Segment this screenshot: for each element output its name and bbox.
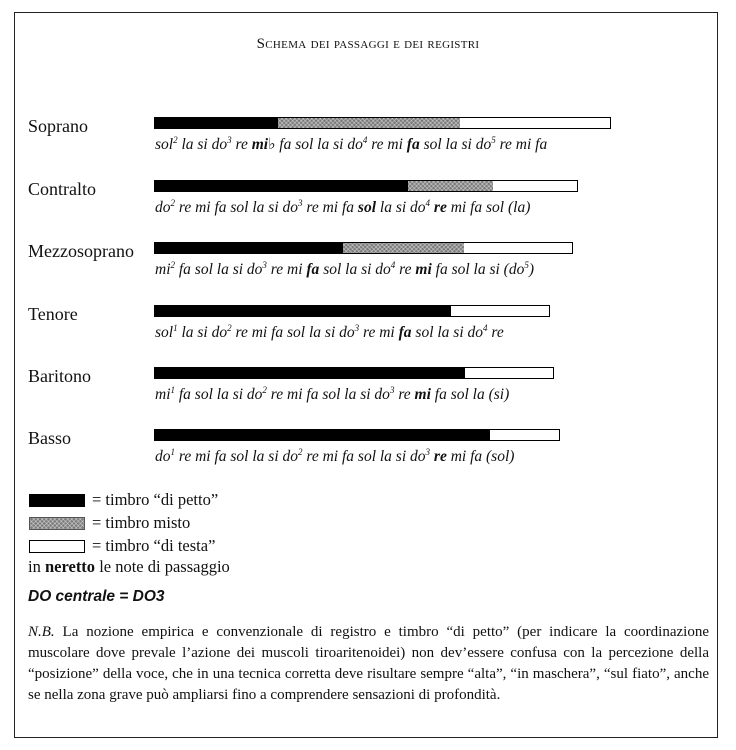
passage-note: mi xyxy=(414,386,431,404)
legend-label-petto: = timbro “di petto” xyxy=(92,490,219,509)
register-segment-misto xyxy=(278,118,460,128)
register-segment-petto xyxy=(155,368,465,378)
note-text: ♭ fa sol la si do xyxy=(268,136,363,154)
register-bar-basso xyxy=(154,429,560,441)
legend-swatch-testa xyxy=(29,540,85,553)
note-text: ) xyxy=(528,261,535,279)
voice-label-basso: Basso xyxy=(28,428,72,448)
note-text: re mi xyxy=(359,324,399,342)
note-text: re mi xyxy=(367,136,407,154)
octave-number: 3 xyxy=(298,198,303,208)
passage-note: mi xyxy=(415,261,432,279)
register-bar-soprano xyxy=(154,117,611,129)
register-bar-tenore xyxy=(154,305,550,317)
note-text: sol la si do xyxy=(319,261,391,279)
note-text: la si do xyxy=(376,199,426,217)
note-text: re mi fa xyxy=(302,199,358,217)
octave-number: 2 xyxy=(170,198,175,208)
register-segment-misto xyxy=(408,181,492,191)
register-segment-testa xyxy=(460,118,610,128)
note-text: sol la si do xyxy=(419,136,492,154)
note-text: la si do xyxy=(177,136,228,154)
note-text: fa sol la si do xyxy=(175,386,263,404)
note-text: re xyxy=(394,386,415,404)
voice-label-tenore: Tenore xyxy=(28,304,78,324)
note-text: fa sol la (si) xyxy=(430,386,510,404)
page-title: Schema dei passaggi e dei registri xyxy=(256,36,480,52)
octave-number: 3 xyxy=(227,135,232,145)
octave-number: 1 xyxy=(170,385,175,395)
note-text: re xyxy=(395,261,416,279)
nb-text: La nozione empirica e convenzionale di registro e timbro “di petto” (per indicare la coordinazione muscolare dove prevale l’azione dei muscoli tiroaritenoidei) non dev’essere confusa con la percezione della “posizione” della voce, che in una tecnica corretta deve risultare sempre “alta”, “in maschera”, “sul fiato”, anche se nella zona grave può ampliarsi fino a comprendere sensazioni di profondità. xyxy=(28,624,709,703)
octave-number: 2 xyxy=(170,260,175,270)
note-text: re mi fa sol la si do xyxy=(175,199,299,217)
octave-number: 4 xyxy=(390,260,396,270)
note-range-baritono xyxy=(155,385,509,404)
note-text: fa sol la si do xyxy=(175,261,263,279)
voice-label-soprano: Soprano xyxy=(28,116,88,136)
note-text: re xyxy=(487,324,504,342)
octave-number: 2 xyxy=(227,323,232,333)
passage-note: fa xyxy=(398,324,412,342)
note-text: re mi fa sol la si do xyxy=(175,448,299,466)
note-text: re mi fa xyxy=(495,136,548,154)
voice-label-baritono: Baritono xyxy=(28,366,91,386)
octave-number: 2 xyxy=(298,447,303,457)
note-text: re mi xyxy=(266,261,307,279)
note-range-mezzosoprano xyxy=(155,260,534,279)
register-segment-petto xyxy=(155,118,278,128)
octave-number: 4 xyxy=(483,323,488,333)
passage-note: sol xyxy=(357,199,377,217)
octave-number: 5 xyxy=(524,260,529,270)
octave-number: 3 xyxy=(354,323,360,333)
octave-number: 3 xyxy=(389,385,395,395)
voice-label-mezzosoprano: Mezzosoprano xyxy=(28,241,134,261)
note-text: la si do xyxy=(177,324,228,342)
note-text: do xyxy=(155,199,171,217)
do-centrale-note: DO centrale = DO3 xyxy=(28,588,165,605)
octave-number: 1 xyxy=(170,447,175,457)
legend-neretto-note: in neretto le note di passaggio xyxy=(28,557,230,576)
octave-number: 2 xyxy=(173,135,178,145)
passage-note: mi xyxy=(251,136,269,154)
voice-label-contralto: Contralto xyxy=(28,179,96,199)
legend-swatch-misto xyxy=(29,517,85,530)
note-text: re mi fa sol la si do xyxy=(231,324,355,342)
register-segment-petto xyxy=(155,430,490,440)
register-segment-petto xyxy=(155,181,408,191)
note-text: re mi fa sol la si do xyxy=(266,386,390,404)
note-text: mi fa (sol) xyxy=(446,448,515,466)
octave-number: 3 xyxy=(425,447,431,457)
note-text: re xyxy=(231,136,252,154)
note-text: sol xyxy=(155,136,174,154)
register-segment-testa xyxy=(465,368,553,378)
note-range-contralto xyxy=(155,198,530,217)
register-segment-petto xyxy=(155,306,451,316)
octave-number: 4 xyxy=(425,198,431,208)
register-bar-mezzosoprano xyxy=(154,242,573,254)
legend-label-misto: = timbro misto xyxy=(92,513,191,532)
note-range-soprano xyxy=(155,135,547,154)
legend-label-testa: = timbro “di testa” xyxy=(92,536,216,555)
note-text: fa sol la si (do xyxy=(431,261,525,279)
register-segment-testa xyxy=(464,243,572,253)
note-text: sol xyxy=(155,324,174,342)
register-segment-testa xyxy=(490,430,559,440)
passage-note: re xyxy=(433,199,447,217)
note-text: mi xyxy=(155,261,171,279)
register-segment-misto xyxy=(343,243,464,253)
note-text: mi fa sol (la) xyxy=(446,199,531,217)
note-text: mi xyxy=(155,386,171,404)
register-segment-petto xyxy=(155,243,343,253)
register-bar-baritono xyxy=(154,367,554,379)
note-text: sol la si do xyxy=(411,324,484,342)
octave-number: 5 xyxy=(491,135,496,145)
octave-number: 1 xyxy=(173,323,178,333)
register-bar-contralto xyxy=(154,180,578,192)
passage-note: fa xyxy=(406,136,420,154)
note-text: re mi fa sol la si do xyxy=(302,448,426,466)
note-range-tenore xyxy=(155,323,504,342)
legend-swatch-petto xyxy=(29,494,85,507)
neretto-word: neretto xyxy=(44,557,96,576)
note-range-basso xyxy=(155,447,514,466)
register-segment-testa xyxy=(451,306,550,316)
note-text: do xyxy=(155,448,171,466)
octave-number: 4 xyxy=(362,135,368,145)
passage-note: fa xyxy=(306,261,320,279)
octave-number: 3 xyxy=(262,260,267,270)
octave-number: 2 xyxy=(262,385,267,395)
register-segment-testa xyxy=(493,181,577,191)
nb-label: N.B. xyxy=(28,624,55,640)
nb-paragraph xyxy=(28,622,709,706)
passage-note: re xyxy=(433,448,447,466)
